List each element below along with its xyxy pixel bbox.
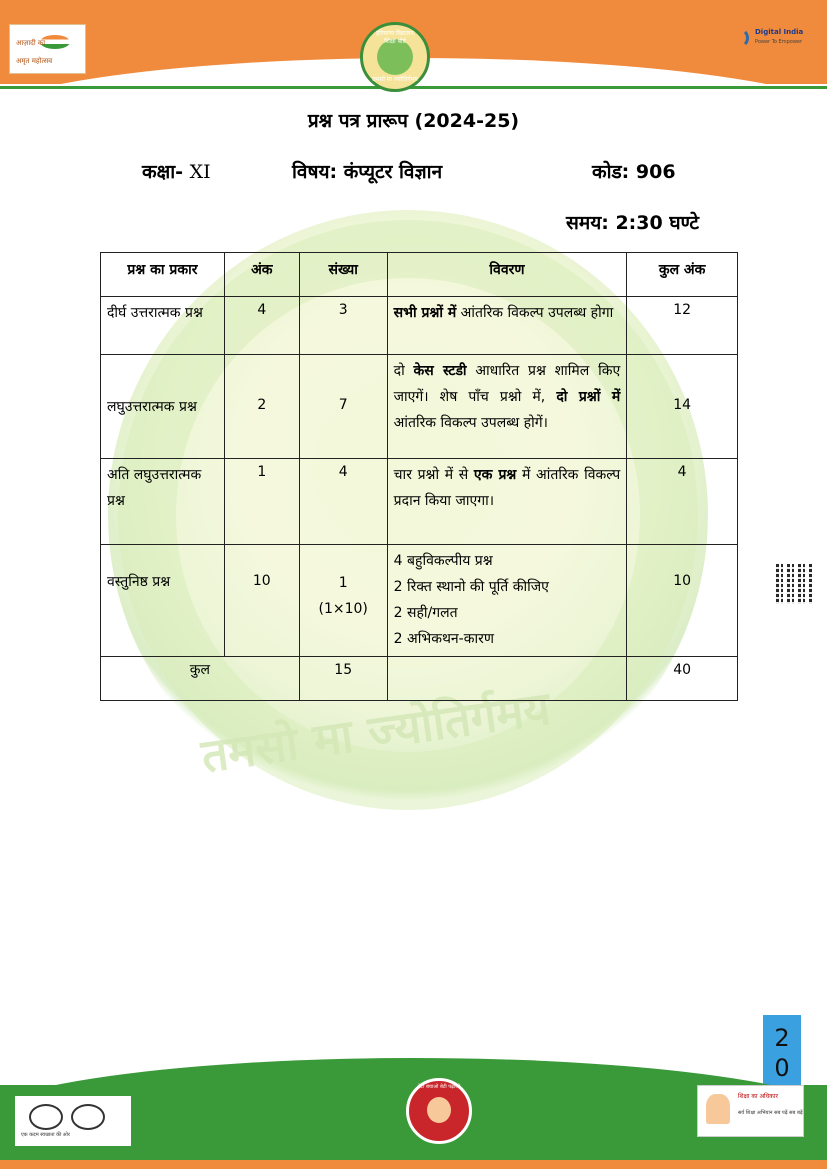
subject-info: विषय: कंप्यूटर विज्ञान xyxy=(292,161,443,183)
swachh-bharat-text: एक कदम स्वच्छता की ओर xyxy=(21,1132,70,1138)
count-detail: (1×10) xyxy=(318,600,368,617)
row-description xyxy=(387,545,627,657)
class-value: XI xyxy=(189,161,211,183)
header-type: प्रश्न का प्रकार xyxy=(101,253,225,297)
desc-text: आधारित प्रश्न शामिल किए जाएगें। शेष पाँच प्रश्नो में, xyxy=(393,363,621,405)
swachh-bharat-logo xyxy=(15,1096,131,1146)
class-info xyxy=(142,158,211,184)
footer-stripe xyxy=(0,1160,827,1169)
row-type: वस्तुनिष्ठ प्रश्न xyxy=(101,545,225,657)
row-type: दीर्घ उत्तरात्मक प्रश्न xyxy=(101,297,225,355)
row-count: 4 xyxy=(299,459,387,545)
desc-text: चार प्रश्नो में से xyxy=(393,467,474,483)
digital-india-mark-icon xyxy=(729,28,749,48)
logo-text-line1: आज़ादी का xyxy=(16,39,46,47)
page-title: प्रश्न पत्र प्रारूप (2024-25) xyxy=(307,110,520,132)
emblem-top-text: हरियाणा विद्यालय शिक्षा बोर्ड xyxy=(376,30,414,45)
row-description xyxy=(387,355,627,459)
header-count: संख्या xyxy=(299,253,387,297)
footer-total: 40 xyxy=(627,657,738,701)
glasses-left-icon xyxy=(29,1104,63,1130)
beti-bachao-text: बेटी बचाओ बेटी पढ़ाओ xyxy=(417,1084,461,1090)
shiksha-ka-adhikar-logo xyxy=(697,1085,804,1137)
desc-text: आंतरिक विकल्प उपलब्ध होगें। xyxy=(393,415,548,431)
question-paper-table xyxy=(100,252,738,701)
desc-bold: दो प्रश्नों में xyxy=(556,389,621,405)
desc-line: 2 अभिकथन-कारण xyxy=(393,631,494,647)
desc-text: दो xyxy=(393,363,414,379)
time-info: समय: 2:30 घण्टे xyxy=(566,212,699,234)
desc-line: 2 सही/गलत xyxy=(393,605,458,621)
row-count xyxy=(299,545,387,657)
table-row xyxy=(101,297,738,355)
desc-text: में आंतरिक विकल्प प्रदान किया जाएगा। xyxy=(393,467,621,509)
table-row xyxy=(101,355,738,459)
shiksha-subtitle: सर्व शिक्षा अभियान सब पढ़ें सब बढ़ें xyxy=(738,1110,803,1116)
footer-label: कुल xyxy=(101,657,300,701)
header-marks: अंक xyxy=(224,253,299,297)
row-count: 3 xyxy=(299,297,387,355)
qr-code[interactable] xyxy=(776,564,814,604)
row-total: 4 xyxy=(627,459,738,545)
page-number xyxy=(763,1015,801,1095)
digital-india-subtitle: Power To Empower xyxy=(755,39,803,45)
digital-india-title: Digital India xyxy=(755,28,804,36)
glasses-right-icon xyxy=(71,1104,105,1130)
row-total: 14 xyxy=(627,355,738,459)
footer-count: 15 xyxy=(299,657,387,701)
table-header-row xyxy=(101,253,738,297)
table-row xyxy=(101,459,738,545)
header-total: कुल अंक xyxy=(627,253,738,297)
girl-face-icon xyxy=(427,1097,451,1123)
count-value: 1 xyxy=(338,574,348,591)
page-number-digit: 0 xyxy=(774,1054,790,1082)
class-label: कक्षा- xyxy=(142,161,184,183)
row-type: लघुउत्तरात्मक प्रश्न xyxy=(101,355,225,459)
header-description: विवरण xyxy=(387,253,627,297)
emblem-bottom-text: तमसो मा ज्योतिर्गमय xyxy=(372,76,418,83)
table-footer-row xyxy=(101,657,738,701)
row-marks: 2 xyxy=(224,355,299,459)
code-info: कोड: 906 xyxy=(592,161,676,183)
desc-bold: एक प्रश्न xyxy=(473,467,517,483)
desc-text: आंतरिक विकल्प उपलब्ध होगा xyxy=(456,305,614,321)
row-total: 12 xyxy=(627,297,738,355)
desc-line: 4 बहुविकल्पीय प्रश्न xyxy=(393,553,493,569)
desc-bold: सभी प्रश्नों में xyxy=(393,305,457,321)
row-description xyxy=(387,459,627,545)
footer-empty xyxy=(387,657,627,701)
row-count: 7 xyxy=(299,355,387,459)
row-marks: 10 xyxy=(224,545,299,657)
table-row xyxy=(101,545,738,657)
desc-bold: केस स्टडी xyxy=(413,363,467,379)
row-description xyxy=(387,297,627,355)
row-total: 10 xyxy=(627,545,738,657)
desc-line: 2 रिक्त स्थानो की पूर्ति कीजिए xyxy=(393,579,549,595)
child-icon xyxy=(706,1094,730,1124)
digital-india-logo xyxy=(725,26,805,52)
watermark-motto: तमसो मा ज्योतिर्गमय xyxy=(198,680,554,784)
beti-bachao-logo xyxy=(406,1078,472,1144)
azadi-ka-amrit-mahotsav-logo xyxy=(9,24,86,74)
logo-text-line2: अमृत महोत्सव xyxy=(16,57,53,65)
shiksha-title: शिक्षा का अधिकार xyxy=(738,1093,778,1100)
row-marks: 4 xyxy=(224,297,299,355)
board-emblem xyxy=(360,22,430,92)
row-marks: 1 xyxy=(224,459,299,545)
page-number-digit: 2 xyxy=(774,1024,790,1052)
row-type: अति लघुउत्तरात्मक प्रश्न xyxy=(101,459,225,545)
